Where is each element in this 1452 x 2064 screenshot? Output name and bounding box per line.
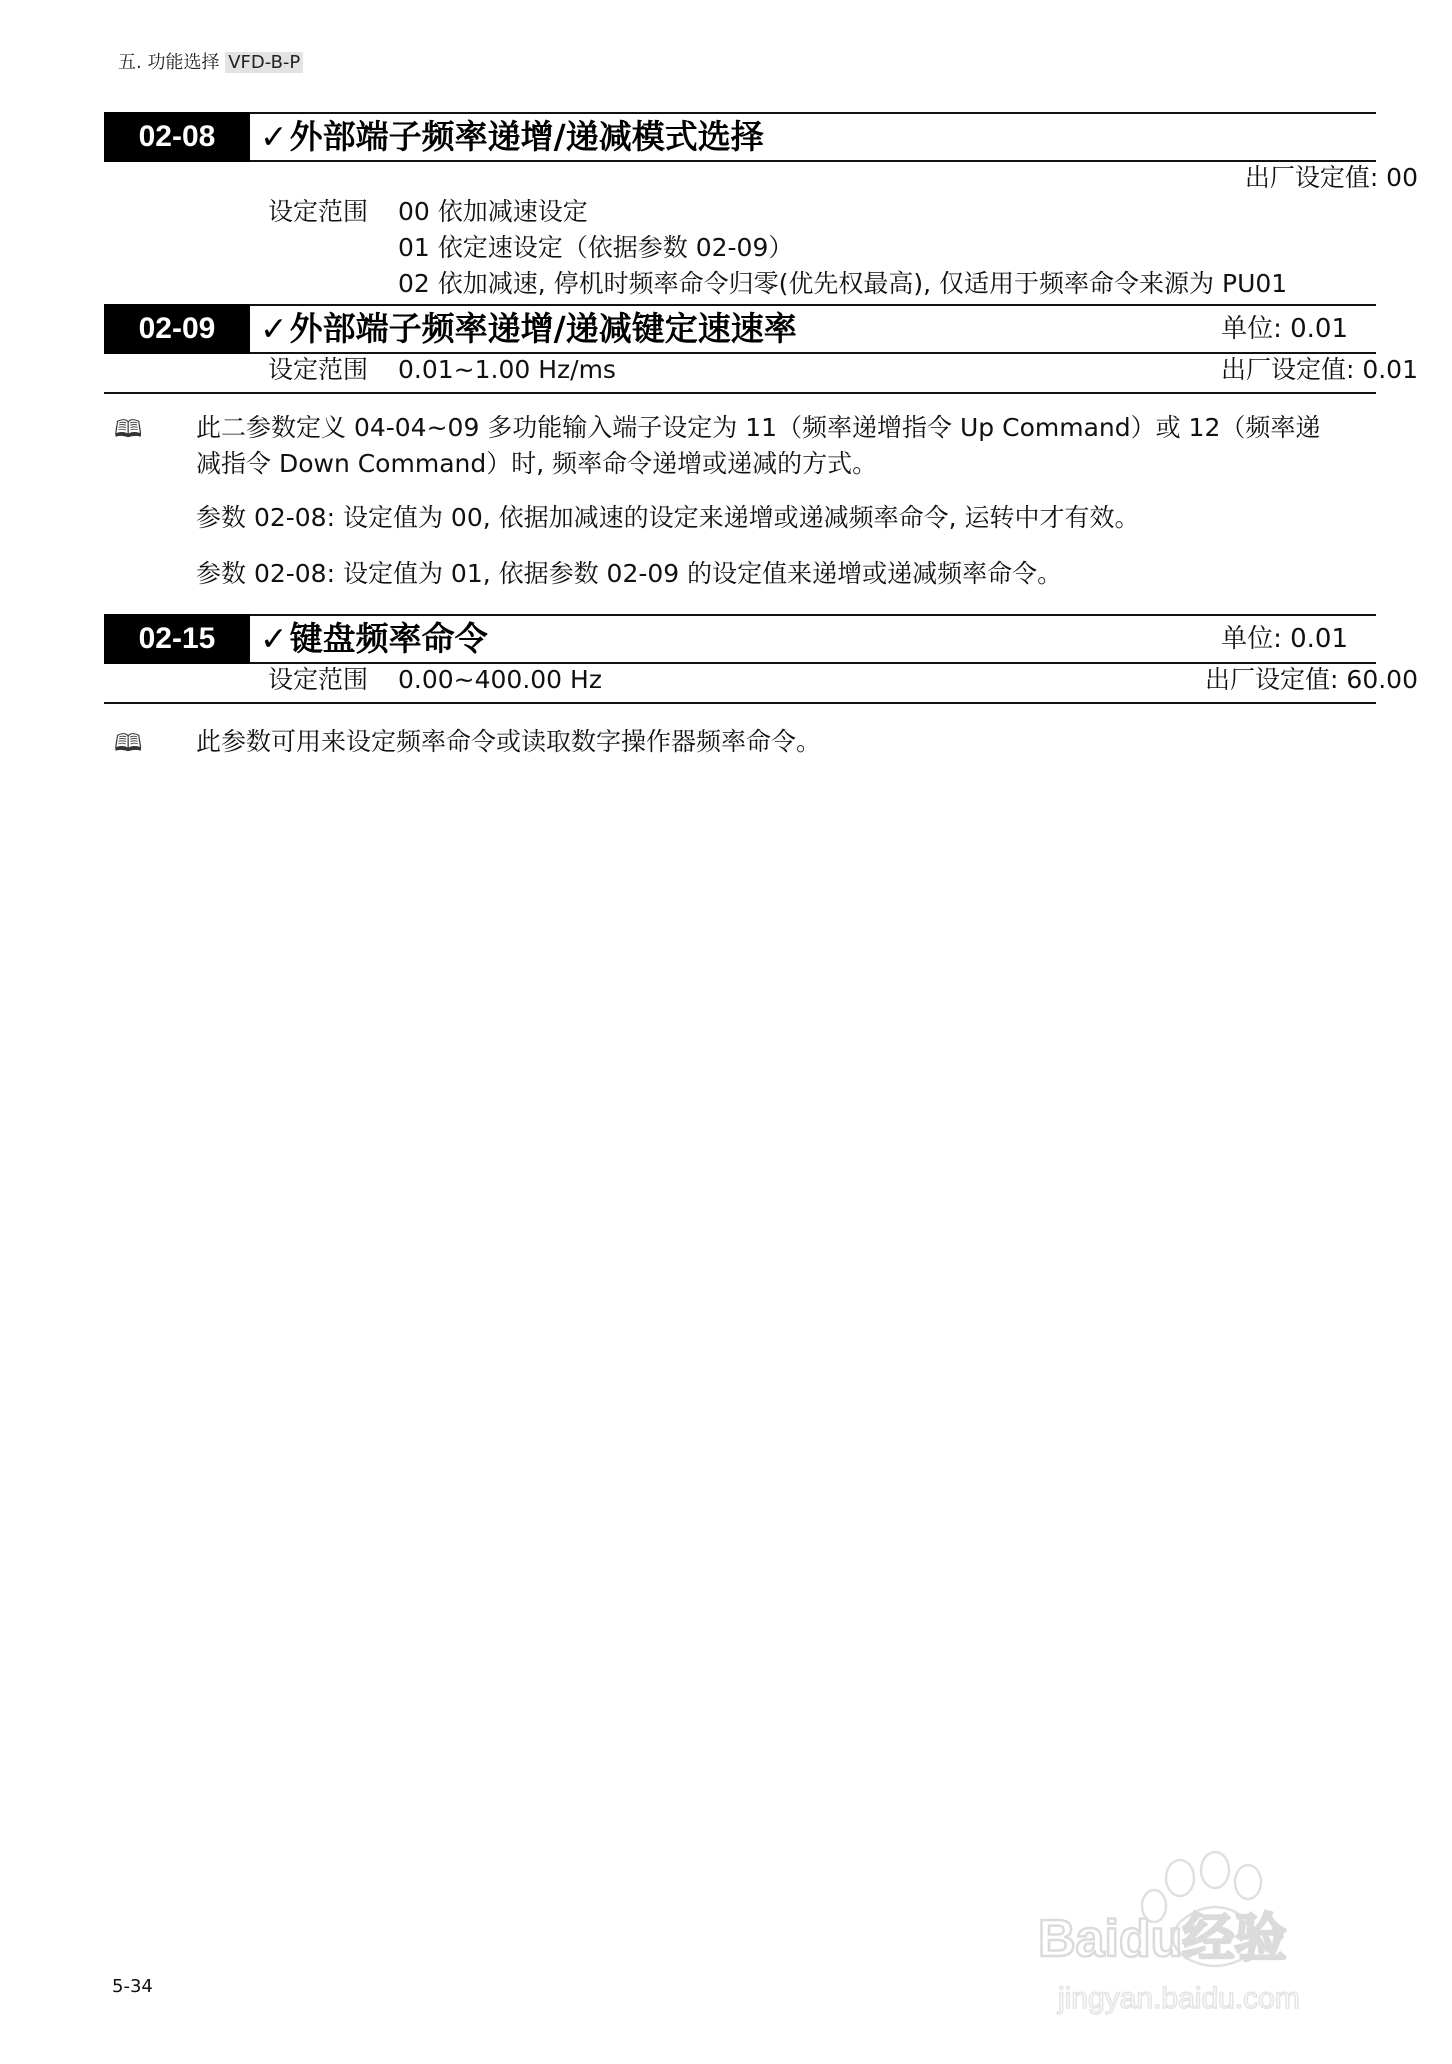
note-line: 此二参数定义 04-04~09 多功能输入端子设定为 11（频率递增指令 Up Command）或 12（频率递 [196,413,1321,442]
option-01: 01 依定速设定（依据参数 02-09） [398,233,794,262]
baidu-paw-icon [1030,1830,1360,2020]
divider [104,392,1376,394]
param-02-08 [104,112,1376,162]
page-number: 5-34 [112,1976,153,1997]
param-title-row [104,112,1376,162]
param-name: ✓键盘频率命令 [260,619,488,658]
param-02-15 [104,614,1376,664]
param-code: 02-09 [104,304,250,354]
option-00: 00 依加减速设定 [398,197,588,226]
param-02-09 [104,304,1376,354]
watermark [1030,1830,1360,2020]
pencil-check-icon: ✓ [260,309,288,348]
pencil-check-icon: ✓ [260,619,288,658]
note-paragraph: 此参数可用来设定频率命令或读取数字操作器频率命令。 [196,727,822,756]
option-02: 02 依加减速, 停机时频率命令归零(优先权最高), 仅适用于频率命令来源为 PU01 [398,269,1288,298]
range-label: 设定范围 [268,665,369,694]
range-value: 0.00~400.00 Hz [398,665,602,694]
watermark-url: jingyan.baidu.com [1058,1982,1300,2015]
param-name: ✓外部端子频率递增/递减模式选择 [260,117,764,156]
watermark-brand: Baidu经验 [1038,1910,1287,1968]
param-code: 02-08 [104,112,250,162]
factory-setting: 出厂设定值: 60.00 [1205,665,1418,694]
note-paragraph: 参数 02-08: 设定值为 01, 依据参数 02-09 的设定值来递增或递减频率命令。 [196,559,1063,588]
divider [104,702,1376,704]
note-paragraph: 参数 02-08: 设定值为 00, 依据加减速的设定来递增或递减频率命令, 运转中才有效。 [196,503,1140,532]
note-line: 减指令 Down Command）时, 频率命令递增或递减的方式。 [196,449,878,478]
param-title-row [104,304,1376,354]
section-title: 五. 功能选择 [118,52,220,73]
factory-setting: 出厂设定值: 00 [1244,163,1418,192]
book-icon: 🕮 [114,729,143,757]
param-unit: 单位: 0.01 [1221,314,1348,344]
param-title-row [104,614,1376,664]
pencil-check-icon: ✓ [260,117,288,156]
range-value: 0.01~1.00 Hz/ms [398,355,616,384]
page-header [118,48,303,74]
param-unit: 单位: 0.01 [1221,624,1348,654]
param-code: 02-15 [104,614,250,664]
model-name: VFD-B-P [225,52,303,73]
range-label: 设定范围 [268,355,369,384]
book-icon: 🕮 [114,415,143,443]
factory-setting: 出厂设定值: 0.01 [1220,355,1418,384]
range-label: 设定范围 [268,197,369,226]
param-name: ✓外部端子频率递增/递减键定速速率 [260,309,797,348]
